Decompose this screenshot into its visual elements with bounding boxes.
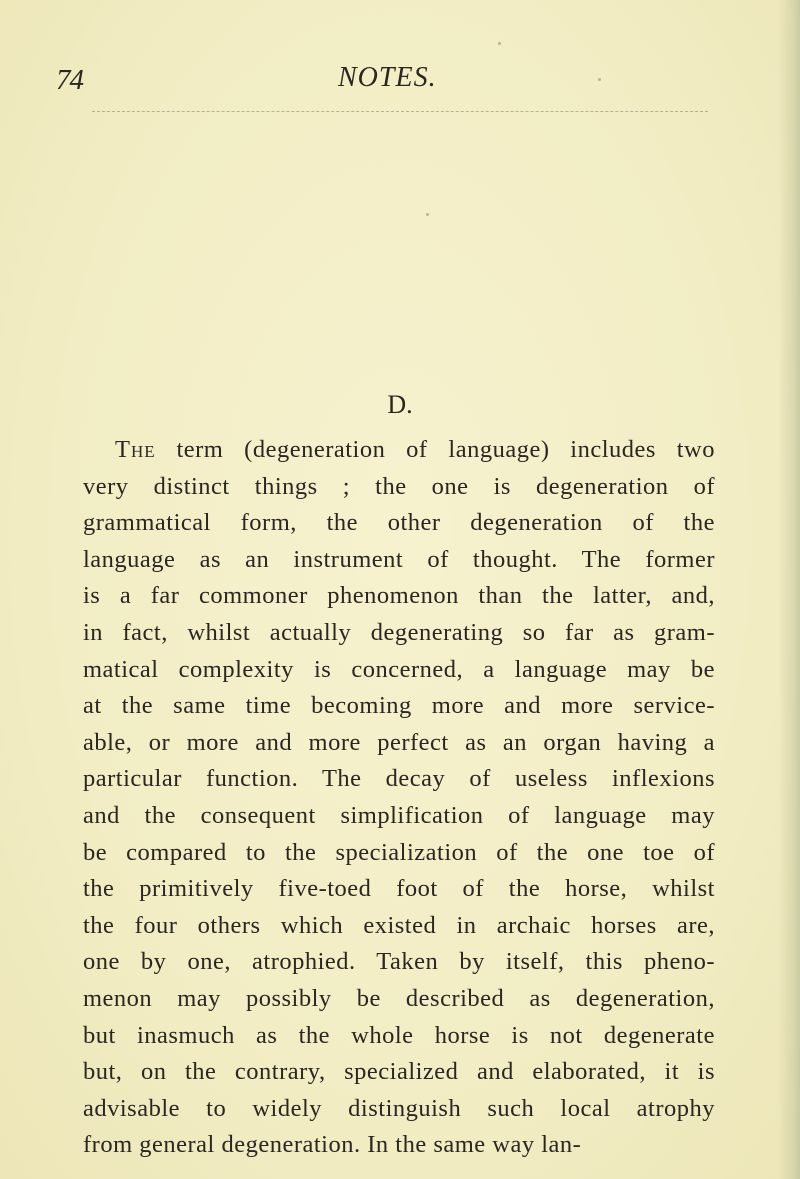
- running-head: NOTES.: [338, 62, 437, 93]
- text-line: and the consequent simplification of language may: [83, 801, 715, 829]
- page-header: [0, 56, 800, 96]
- text-line: one by one, atrophied. Taken by itself, this pheno-: [83, 948, 715, 976]
- paper-speck: [498, 42, 501, 45]
- text-line: very distinct things ; the one is degeneration of: [83, 472, 715, 500]
- section-heading: D.: [387, 390, 413, 419]
- text-line: the four others which existed in archaic horses are,: [83, 911, 715, 939]
- text-line: particular function. The decay of useless inflexions: [83, 765, 715, 793]
- text-line: menon may possibly be described as degeneration,: [83, 984, 715, 1012]
- paper-speck: [598, 78, 601, 81]
- text-line-rest: term (degeneration of language) includes two: [155, 436, 715, 463]
- first-word: The: [115, 436, 156, 463]
- text-line: but inasmuch as the whole horse is not degenerate: [83, 1021, 715, 1049]
- text-line: is a far commoner phenomenon than the latter, and,: [83, 582, 715, 610]
- text-line: able, or more and more perfect as an organ having a: [83, 728, 715, 756]
- text-line: language as an instrument of thought. The former: [83, 545, 715, 573]
- paper-speck: [426, 213, 429, 216]
- text-line: be compared to the specialization of the one toe of: [83, 838, 715, 866]
- text-line: the primitively five-toed foot of the horse, whilst: [83, 875, 715, 903]
- header-rule: [92, 111, 708, 112]
- text-line: at the same time becoming more and more service-: [83, 692, 715, 720]
- page-number: 74: [56, 64, 83, 96]
- text-line: [83, 432, 715, 469]
- text-line: matical complexity is concerned, a language may be: [83, 655, 715, 683]
- body-paragraph: [83, 432, 715, 1164]
- page-edge-shadow: [778, 0, 800, 1179]
- text-line: in fact, whilst actually degenerating so far as gram-: [83, 618, 715, 646]
- text-line: grammatical form, the other degeneration of the: [83, 509, 715, 537]
- text-line: advisable to widely distinguish such local atrophy: [83, 1094, 715, 1122]
- text-line: from general degeneration. In the same way lan-: [83, 1131, 582, 1159]
- text-line: but, on the contrary, specialized and elaborated, it is: [83, 1058, 715, 1086]
